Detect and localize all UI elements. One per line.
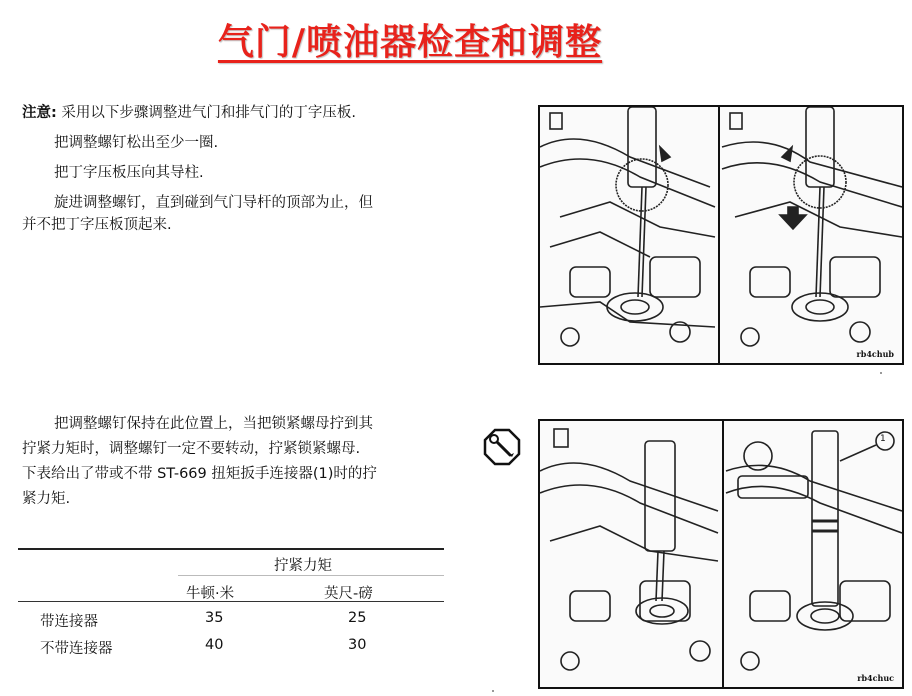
- page-title: 气门/喷油器检查和调整: [217, 22, 603, 63]
- table-rule-sub: [178, 575, 444, 576]
- column-header-nm: 牛顿·米: [186, 586, 235, 602]
- step-2: 把丁字压板压向其导柱.: [54, 165, 204, 181]
- speck: [880, 372, 882, 374]
- table-header: 拧紧力矩: [274, 558, 332, 574]
- step-3-line-1: 旋进调整螺钉，直到碰到气门导杆的顶部为止，但: [54, 195, 373, 211]
- row-label: 不带连接器: [40, 641, 113, 657]
- table-rule-top: [18, 548, 444, 550]
- instructions-block: [22, 102, 462, 236]
- adjustment-drawing: [540, 107, 902, 363]
- torque-line-2: 拧紧力矩时，调整螺钉一定不要转动，拧紧锁紧螺母.: [22, 441, 361, 457]
- row-value-ftlb: 30: [348, 637, 367, 653]
- speck: [492, 690, 494, 692]
- row-label: 带连接器: [40, 614, 98, 630]
- figure-1-caption: rb4chub: [856, 349, 894, 359]
- figure-2-caption: rb4chuc: [857, 673, 894, 683]
- torque-line-3: 下表给出了带或不带 ST-669 扭矩扳手连接器(1)时的拧: [22, 466, 377, 482]
- torque-drawing: [540, 421, 902, 687]
- note-label: 注意:: [22, 105, 57, 121]
- wrench-icon: [483, 428, 521, 466]
- adjustment-illustration: [538, 105, 904, 365]
- row-value-nm: 40: [205, 637, 224, 653]
- note-text: 采用以下步骤调整进气门和排气门的丁字压板.: [61, 105, 357, 121]
- column-header-ftlb: 英尺-磅: [324, 586, 373, 602]
- torque-line-1: 把调整螺钉保持在此位置上，当把锁紧螺母拧到其: [54, 416, 373, 432]
- torque-instructions: [22, 412, 462, 512]
- row-value-ftlb: 25: [348, 610, 367, 626]
- torque-line-4: 紧力矩.: [22, 491, 71, 507]
- row-value-nm: 35: [205, 610, 224, 626]
- callout-number: 1: [880, 434, 886, 444]
- torque-illustration: [538, 419, 904, 689]
- figure-divider: [718, 107, 720, 363]
- figure-divider: [722, 421, 724, 687]
- step-1: 把调整螺钉松出至少一圈.: [54, 135, 219, 151]
- step-3-line-2: 并不把丁字压板顶起来.: [22, 217, 172, 233]
